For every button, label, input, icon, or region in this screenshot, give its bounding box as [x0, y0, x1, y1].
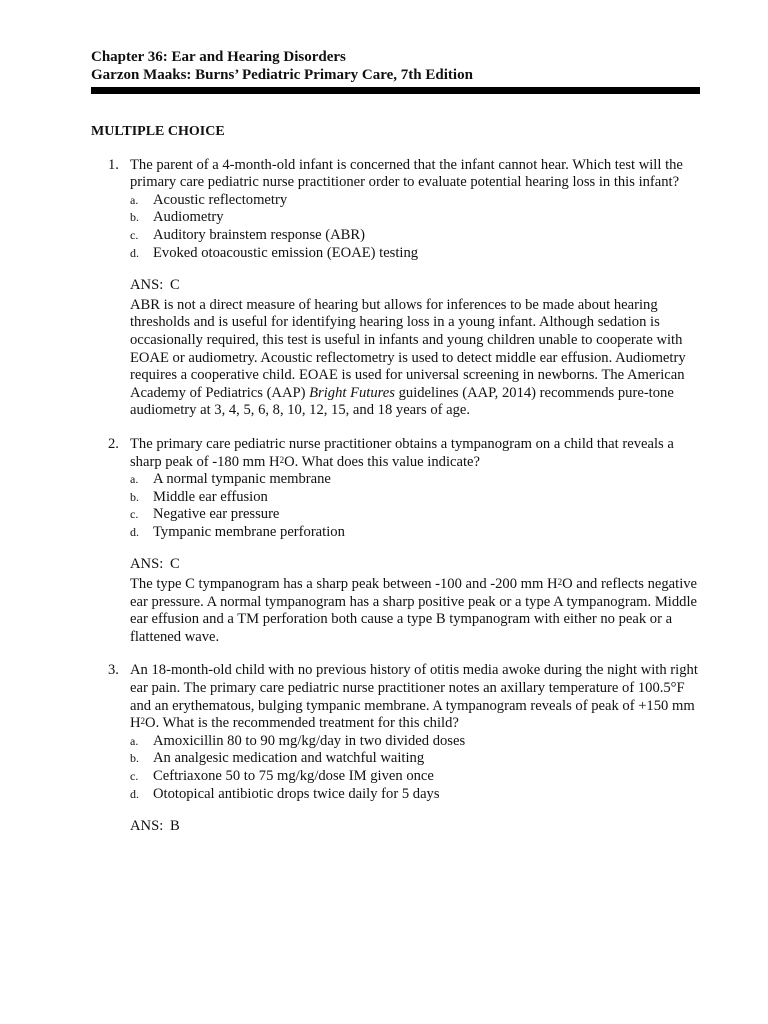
answer-value: B [170, 818, 180, 835]
option-text: Amoxicillin 80 to 90 mg/kg/day in two divided doses [153, 732, 466, 749]
option-list [130, 733, 701, 803]
book-title: Garzon Maaks: Burns’ Pediatric Primary Care, 7th Edition [91, 67, 473, 83]
answer-value: C [170, 556, 180, 573]
rationale-text: The type C tympanogram has a sharp peak between -100 and -200 mm [130, 576, 544, 593]
stem-text: . What does this value indicate? [294, 453, 480, 470]
option-letter: c. [130, 507, 139, 522]
option-a [130, 192, 701, 210]
option-d [130, 786, 701, 804]
header-rule [91, 87, 700, 94]
option-letter: a. [130, 472, 139, 487]
question-number: 3. [108, 662, 119, 679]
option-text: An analgesic medication and watchful waiting [153, 750, 425, 767]
question-number: 1. [108, 156, 119, 173]
option-text: Negative ear pressure [153, 506, 280, 523]
question-number: 2. [108, 435, 119, 452]
rationale-text: guidelines (AAP, 2014) recommends pure-tone audiometry at 3, 4, 5, 6, 8, 10, 12, 15, and 18 years of age. [130, 384, 674, 419]
rationale-text: and reflects negative ear pressure. A normal tympanogram has a sharp positive peak or a type A tympanogram. Middle ear effusion and a TM perforation both cause a type B tympanogram with either no peak or a flattened wave. [130, 576, 698, 645]
option-list [130, 471, 701, 541]
option-letter: c. [130, 227, 139, 242]
option-text: Auditory brainstem response (ABR) [153, 226, 365, 243]
answer-line [130, 277, 701, 295]
answer-value: C [170, 277, 180, 294]
question-3 [91, 662, 701, 835]
answer-label: ANS: [130, 818, 164, 835]
question-stem [130, 436, 701, 471]
rationale [130, 576, 701, 646]
option-letter: a. [130, 192, 139, 207]
option-a [130, 471, 701, 489]
answer-line [130, 556, 701, 574]
h2o-formula: $H^2O$ [547, 576, 573, 593]
document-page [91, 48, 701, 836]
option-b [130, 489, 701, 507]
h2o-formula: $H^2O$ [269, 453, 295, 470]
option-letter: b. [130, 210, 139, 225]
option-text: Tympanic membrane perforation [153, 523, 345, 540]
option-text: Audiometry [153, 209, 224, 226]
option-a [130, 733, 701, 751]
option-letter: d. [130, 786, 139, 801]
option-d [130, 524, 701, 542]
option-list [130, 192, 701, 262]
answer-line [130, 818, 701, 836]
question-2 [91, 436, 701, 647]
option-c [130, 227, 701, 245]
option-letter: d. [130, 245, 139, 260]
option-b [130, 209, 701, 227]
h2o-formula: $H^2O$ [130, 715, 156, 732]
option-text: Ceftriaxone 50 to 75 mg/kg/dose IM given once [153, 768, 434, 784]
chapter-title: Chapter 36: Ear and Hearing Disorders [91, 49, 346, 65]
answer-label: ANS: [130, 277, 164, 294]
option-d [130, 245, 701, 263]
option-letter: d. [130, 524, 139, 539]
stem-text: The primary care pediatric nurse practitioner obtains a tympanogram on a child that reveals a sharp peak of -180 mm [130, 435, 674, 470]
stem-text: . What is the recommended treatment for this child? [155, 715, 459, 732]
rationale-text: ABR is not a direct measure of hearing but allows for inferences to be made about hearing thresholds and is useful for identifying hearing loss in a young infant. Although sedation is occasionally required, this test is useful in infants and young children unable to cooperate with EOAE or audiometry. Acoustic reflectometry is used to detect middle ear effusion. Audiometry requires a cooperative child. EOAE is used for universal screening in newborns. The American Academy of Pediatrics (AAP) [130, 296, 686, 401]
stem-text: An 18-month-old child with no previous history of otitis media awoke during the night with right ear pain. The primary care pediatric nurse practitioner notes an axillary temperature of 100.5°F and an erythematous, bulging tympanic membrane. A tympanogram reveals of peak of +150 mm [130, 662, 698, 714]
option-c [130, 506, 701, 524]
rationale-italic: Bright Futures [309, 384, 395, 401]
option-text: A normal tympanic membrane [153, 471, 331, 488]
answer-label: ANS: [130, 556, 164, 573]
question-stem: The parent of a 4-month-old infant is concerned that the infant cannot hear. Which test will the primary care pediatric nurse practitioner order to evaluate potential hearing loss in this infant? [130, 156, 683, 191]
question-1 [91, 157, 701, 420]
section-title: MULTIPLE CHOICE [91, 124, 225, 139]
option-text: Ototopical antibiotic drops twice daily for 5 days [153, 785, 440, 802]
option-text: Evoked otoacoustic emission (EOAE) testing [153, 244, 419, 261]
option-letter: c. [130, 769, 139, 783]
question-stem [130, 662, 701, 732]
rationale [130, 297, 701, 420]
option-letter: b. [130, 489, 139, 504]
option-text: Middle ear effusion [153, 488, 268, 505]
option-c [130, 768, 701, 786]
option-b [130, 750, 701, 768]
option-letter: b. [130, 751, 139, 766]
option-text: Acoustic reflectometry [153, 191, 288, 208]
option-letter: a. [130, 733, 139, 748]
